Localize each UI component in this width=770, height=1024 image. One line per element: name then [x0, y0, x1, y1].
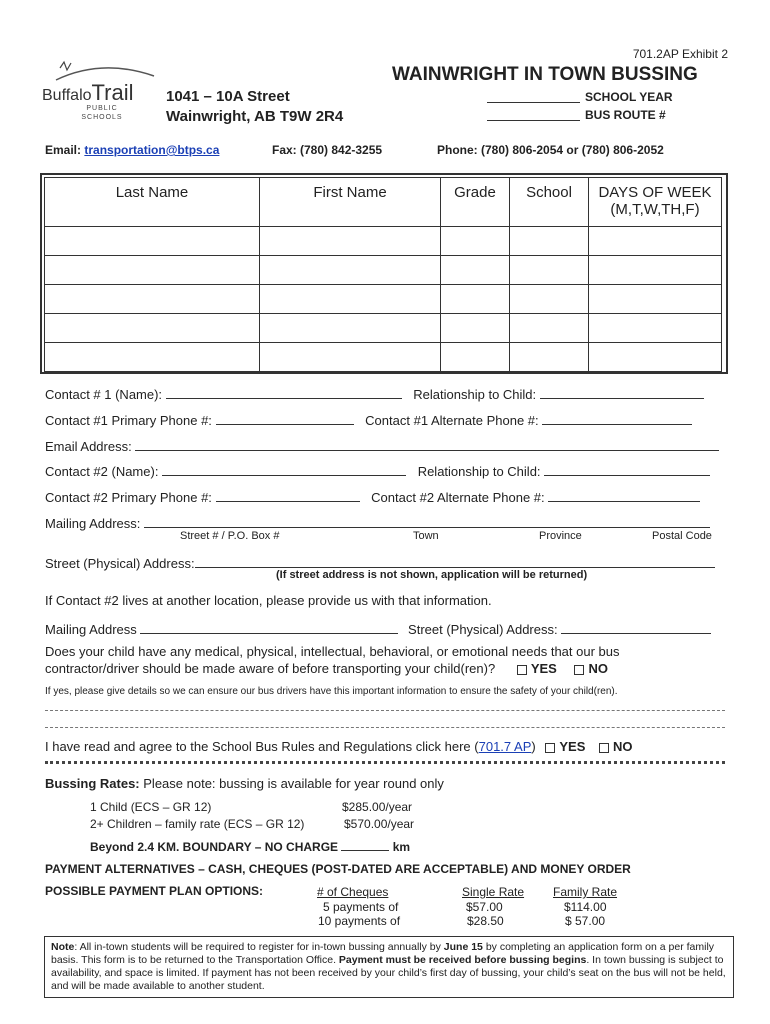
- col-cheques: # of Cheques: [317, 885, 389, 899]
- medical-yes-option[interactable]: [517, 661, 557, 676]
- table-cell[interactable]: [441, 285, 510, 314]
- contact2-name-field[interactable]: [162, 461, 406, 476]
- school-year-label: SCHOOL YEAR: [585, 90, 673, 104]
- exhibit-number: 701.2AP Exhibit 2: [632, 47, 728, 61]
- contact1-name-row: [45, 384, 704, 402]
- logo-word-trail: Trail: [91, 80, 134, 105]
- buffalo-trail-logo: [42, 58, 162, 122]
- table-cell[interactable]: [260, 285, 441, 314]
- mailing-address-row: [45, 513, 710, 531]
- table-cell[interactable]: [589, 314, 722, 343]
- note-label: Note: [51, 941, 75, 953]
- details-line-2[interactable]: [45, 727, 725, 728]
- table-cell[interactable]: [589, 227, 722, 256]
- plan1-single: $57.00: [466, 900, 503, 914]
- medical-question-line1: Does your child have any medical, physical, intellectual, behavioral, or emotional needs that our bus: [45, 644, 620, 659]
- contact1-alt-field[interactable]: [542, 410, 692, 425]
- if-yes-text: If yes, please give details so we can ensure our bus drivers have this important information to ensure the safety of your child(ren).: [45, 686, 618, 697]
- medical-no-label: NO: [588, 661, 608, 676]
- table-cell[interactable]: [510, 314, 589, 343]
- table-row[interactable]: [45, 314, 722, 343]
- table-cell[interactable]: [260, 227, 441, 256]
- email-label: Email:: [45, 143, 82, 157]
- col-school: School: [510, 178, 589, 227]
- street-warning: (If street address is not shown, application will be returned): [276, 569, 588, 581]
- sub-label-street: Street # / P.O. Box #: [180, 530, 280, 542]
- contact1-name-field[interactable]: [166, 384, 402, 399]
- table-cell[interactable]: [260, 256, 441, 285]
- medical-question-text: contractor/driver should be made aware of before transporting your child(ren)?: [45, 661, 496, 676]
- medical-yes-label: YES: [530, 661, 557, 676]
- table-cell[interactable]: [45, 227, 260, 256]
- logo-subtitle: PUBLIC SCHOOLS: [81, 105, 123, 121]
- contact1-phone-row: [45, 410, 692, 428]
- contact1-alt-label: Contact #1 Alternate Phone #:: [365, 413, 539, 428]
- email-address-field[interactable]: [135, 436, 719, 451]
- contact1-name-label: Contact # 1 (Name):: [45, 387, 163, 402]
- email-address-label: Email Address:: [45, 439, 132, 454]
- table-cell[interactable]: [510, 285, 589, 314]
- table-cell[interactable]: [510, 343, 589, 372]
- street-physical-field[interactable]: [195, 553, 715, 568]
- boundary-km-field[interactable]: [341, 839, 389, 851]
- agree-yes-option[interactable]: [545, 739, 585, 754]
- mailing-address-field[interactable]: [144, 513, 710, 528]
- street-physical-label: Street (Physical) Address:: [45, 556, 195, 571]
- payment-alternatives: PAYMENT ALTERNATIVES – CASH, CHEQUES (POST-DATED ARE ACCEPTABLE) AND MONEY ORDER: [45, 862, 631, 876]
- table-cell[interactable]: [510, 227, 589, 256]
- street-physical2-label: Street (Physical) Address:: [408, 622, 558, 637]
- table-cell[interactable]: [45, 285, 260, 314]
- table-cell[interactable]: [441, 227, 510, 256]
- rates-note: Please note: bussing is available for year round only: [143, 776, 444, 791]
- rate-one-child: 1 Child (ECS – GR 12): [90, 800, 212, 814]
- table-row[interactable]: [45, 285, 722, 314]
- agree-text: I have read and agree to the School Bus Rules and Regulations click here (: [45, 739, 479, 754]
- logo-word-buffalo: Buffalo: [42, 87, 92, 104]
- note-text-2: by completing an application form on a per family basis. This form is to be returned to the Transportation Office.: [51, 941, 715, 966]
- address-line-1: 1041 – 10A Street: [166, 88, 290, 105]
- checkbox-no[interactable]: [574, 665, 584, 675]
- plan1-family: $114.00: [564, 900, 607, 914]
- fax-number: Fax: (780) 842-3255: [272, 143, 383, 157]
- km-label: km: [392, 840, 411, 854]
- table-cell[interactable]: [260, 314, 441, 343]
- sub-label-town: Town: [413, 530, 439, 542]
- contact2-phone-row: [45, 487, 700, 505]
- table-cell[interactable]: [45, 314, 260, 343]
- contact2-other-text: If Contact #2 lives at another location, please provide us with that information.: [45, 593, 492, 608]
- col-days-label: DAYS OF WEEK: [598, 184, 712, 201]
- agree-no-option[interactable]: [599, 739, 633, 754]
- details-line-1[interactable]: [45, 710, 725, 711]
- boundary-text: Beyond 2.4 KM. BOUNDARY – NO CHARGE: [90, 840, 339, 854]
- rate-one-child-price: $285.00/year: [342, 800, 413, 814]
- plan-options-label: POSSIBLE PAYMENT PLAN OPTIONS:: [45, 884, 264, 898]
- rates-label: Bussing Rates:: [45, 776, 140, 791]
- table-row[interactable]: [45, 227, 722, 256]
- mailing-address2-label: Mailing Address: [45, 622, 137, 637]
- note-text-3: . In town bussing is subject to availability, and space is limited. If payment has not been received by your child’s first day of bussing, your child’s seat on the bus will not be held, and will be made available to another student.: [51, 954, 726, 992]
- contact2-name-row: [45, 461, 710, 479]
- bus-route-label: BUS ROUTE #: [585, 108, 666, 122]
- email-link[interactable]: transportation@btps.ca: [84, 143, 220, 157]
- table-cell[interactable]: [589, 343, 722, 372]
- contact2-primary-label: Contact #2 Primary Phone #:: [45, 490, 212, 505]
- table-cell[interactable]: [589, 256, 722, 285]
- table-cell[interactable]: [441, 343, 510, 372]
- table-cell[interactable]: [45, 256, 260, 285]
- rules-link[interactable]: 701.7 AP: [478, 739, 532, 754]
- email-address-row: [45, 436, 719, 454]
- rate-family: 2+ Children – family rate (ECS – GR 12): [90, 817, 305, 831]
- table-row[interactable]: [45, 256, 722, 285]
- table-cell[interactable]: [441, 256, 510, 285]
- col-grade: Grade: [441, 178, 510, 227]
- table-cell[interactable]: [260, 343, 441, 372]
- agree-no-label: NO: [613, 739, 633, 754]
- plan2-single: $28.50: [467, 914, 504, 928]
- page-title: WAINWRIGHT IN TOWN BUSSING: [392, 64, 698, 85]
- contact1-primary-label: Contact #1 Primary Phone #:: [45, 413, 212, 428]
- contact2-name-label: Contact #2 (Name):: [45, 464, 159, 479]
- rate-family-price: $570.00/year: [344, 817, 415, 831]
- phone-number: Phone: (780) 806-2054 or (780) 806-2052: [437, 143, 664, 157]
- plan1-label: 5 payments of: [323, 900, 399, 914]
- checkbox-yes[interactable]: [517, 665, 527, 675]
- street-physical2-field[interactable]: [561, 619, 711, 634]
- contact2-alt-field[interactable]: [548, 487, 700, 502]
- student-table: [44, 177, 722, 372]
- table-cell[interactable]: [441, 314, 510, 343]
- checkbox-agree-yes[interactable]: [545, 743, 555, 753]
- table-cell[interactable]: [45, 343, 260, 372]
- table-cell[interactable]: [589, 285, 722, 314]
- col-family-rate: Family Rate: [553, 885, 618, 899]
- sub-label-province: Province: [539, 530, 582, 542]
- medical-question-line2: [45, 661, 608, 676]
- address-line-2: Wainwright, AB T9W 2R4: [166, 108, 344, 125]
- note-deadline: June 15: [443, 941, 483, 953]
- boundary-row: [90, 839, 410, 854]
- agree-yes-label: YES: [559, 739, 586, 754]
- agree-row: [45, 739, 633, 754]
- relationship2-label: Relationship to Child:: [417, 464, 541, 479]
- table-cell[interactable]: [510, 256, 589, 285]
- relationship1-field[interactable]: [540, 384, 704, 399]
- contact2-primary-field[interactable]: [216, 487, 360, 502]
- rates-row: [45, 776, 444, 791]
- school-year-field[interactable]: [487, 90, 580, 103]
- agree-close: ): [531, 739, 536, 754]
- col-first-name: First Name: [260, 178, 441, 227]
- mailing-address2-row: [45, 619, 711, 637]
- contact1-primary-field[interactable]: [216, 410, 354, 425]
- table-row[interactable]: [45, 343, 722, 372]
- col-last-name: Last Name: [45, 178, 260, 227]
- plan2-family: $ 57.00: [565, 914, 606, 928]
- sub-label-postal: Postal Code: [652, 530, 712, 542]
- plan2-label: 10 payments of: [318, 914, 401, 928]
- bus-route-field[interactable]: [487, 108, 580, 121]
- col-days-of-week: [589, 178, 722, 227]
- contact2-alt-label: Contact #2 Alternate Phone #:: [371, 490, 545, 505]
- mailing-address2-field[interactable]: [140, 619, 398, 634]
- medical-no-option[interactable]: [574, 661, 608, 676]
- relationship2-field[interactable]: [544, 461, 710, 476]
- note-box: [44, 936, 734, 998]
- note-text-1: : All in-town students will be required to register for in-town bussing annually by: [74, 941, 444, 953]
- checkbox-agree-no[interactable]: [599, 743, 609, 753]
- col-single-rate: Single Rate: [462, 885, 525, 899]
- note-payment-bold: Payment must be received before bussing begins: [338, 954, 587, 966]
- email-line: [45, 143, 219, 157]
- relationship1-label: Relationship to Child:: [413, 387, 537, 402]
- col-days-sub: (M,T,W,TH,F): [610, 201, 700, 218]
- dotted-divider: [45, 761, 725, 764]
- mailing-address-label: Mailing Address:: [45, 516, 141, 531]
